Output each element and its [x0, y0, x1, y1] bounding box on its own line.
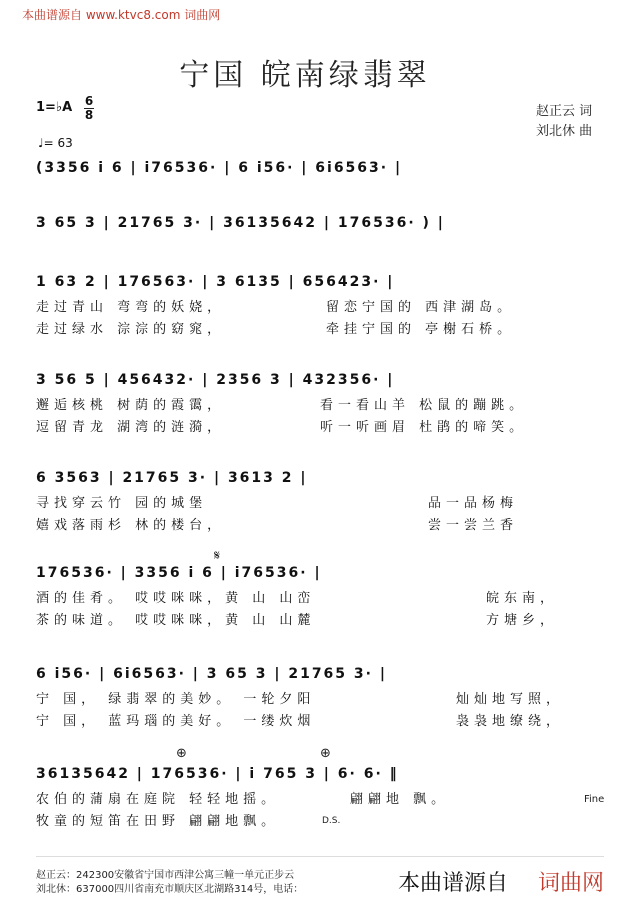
- lyric-line-2: 嬉戏落雨杉 林的楼台，: [36, 518, 226, 533]
- staff-notes: 6 3563 | 21765 3· | 3613 2 |: [36, 470, 308, 486]
- staff-notes: 3 56 5 | 456432· | 2356 3 | 432356· |: [36, 372, 395, 388]
- brand-logo-text: 词曲网: [538, 871, 605, 896]
- segno-mark: 𝄋: [214, 548, 221, 564]
- staff-notes: (3356 i 6 | i76536· | 6 i56· | 6i6563· |: [36, 160, 403, 176]
- lyric-line-1-b: 留恋宁国的 西津湖岛。: [326, 300, 516, 315]
- staff-notes: 1 63 2 | 176563· | 3 6135 | 656423· |: [36, 274, 395, 290]
- time-signature: [84, 96, 94, 121]
- coda-mark-2: ⊕: [320, 746, 331, 761]
- lyric-line-2: 宁 国， 蓝玛瑙的美好。 一缕炊烟: [36, 714, 316, 729]
- meter-top: 6: [84, 94, 94, 108]
- lyric-line-1: 走过青山 弯弯的妖娆，: [36, 300, 226, 315]
- site-header: 本曲谱源自 www.ktvc8.com 词曲网: [22, 8, 221, 22]
- lyric-line-1: 农伯的蒲扇在庭院 轻轻地摇。: [36, 792, 280, 807]
- lyric-line-1-b: 翩翩地 飘。: [350, 792, 450, 807]
- lyric-line-2: 茶的味道。 哎哎咪咪，黄 山 山麓: [36, 613, 316, 628]
- lyric-line-2-b: 尝一尝兰香: [428, 518, 519, 533]
- lyric-line-1: 酒的佳肴。 哎哎咪咪，黄 山 山峦: [36, 591, 316, 606]
- lyric-line-1-b: 看一看山羊 松鼠的蹦跳。: [320, 398, 528, 413]
- key-signature: 1=♭A: [36, 100, 73, 115]
- lyric-line-2-b: 牵挂宁国的 亭榭石桥。: [326, 322, 516, 337]
- lyric-line-1: 寻找穿云竹 园的城堡: [36, 496, 208, 511]
- song-title: 宁国 皖南绿翡翠: [179, 58, 431, 93]
- ds-mark: D.S.: [322, 816, 341, 826]
- footer-contact-1: 赵正云：242300安徽省宁国市西津公寓三幢一单元正步云: [36, 870, 295, 881]
- lyric-line-2: 牧童的短笛在田野 翩翩地飘。: [36, 814, 280, 829]
- brand-text: 本曲谱源自: [398, 871, 509, 896]
- lyric-line-2: 走过绿水 淙淙的窈窕，: [36, 322, 226, 337]
- lyric-line-1-b: 皖东南，: [486, 591, 559, 606]
- staff-notes: 6 i56· | 6i6563· | 3 65 3 | 21765 3· |: [36, 666, 387, 682]
- lyricist-credit: 赵正云 词: [536, 104, 593, 119]
- lyric-line-1: 邂逅核桃 树荫的霞霭，: [36, 398, 226, 413]
- composer-credit: 刘北休 曲: [536, 124, 593, 139]
- lyric-line-1: 宁 国， 绿翡翠的美妙。 一轮夕阳: [36, 692, 316, 707]
- footer-contact-2: 刘北休：637000四川省南充市顺庆区北湖路314号，电话：: [36, 884, 304, 895]
- lyric-line-2-b: 袅袅地缭绕，: [456, 714, 565, 729]
- coda-mark: ⊕: [176, 746, 187, 761]
- staff-notes: 176536· | 3356 i 6 | i76536· |: [36, 565, 322, 581]
- tempo-marking: ♩= 63: [38, 136, 73, 150]
- lyric-line-1-b: 灿灿地写照，: [456, 692, 565, 707]
- staff-notes: 36135642 | 176536· | i 765 3 | 6· 6· ‖: [36, 766, 399, 782]
- lyric-line-2-b: 听一听画眉 杜鹃的啼笑。: [320, 420, 528, 435]
- lyric-line-1-b: 品一品杨梅: [428, 496, 519, 511]
- meter-bottom: 8: [84, 108, 94, 122]
- footer-divider: [36, 856, 604, 857]
- lyric-line-2: 逗留青龙 湖湾的涟漪，: [36, 420, 226, 435]
- staff-notes: 3 65 3 | 21765 3· | 36135642 | 176536· ) |: [36, 215, 445, 231]
- fine-mark: Fine: [584, 794, 605, 805]
- lyric-line-2-b: 方塘乡，: [486, 613, 559, 628]
